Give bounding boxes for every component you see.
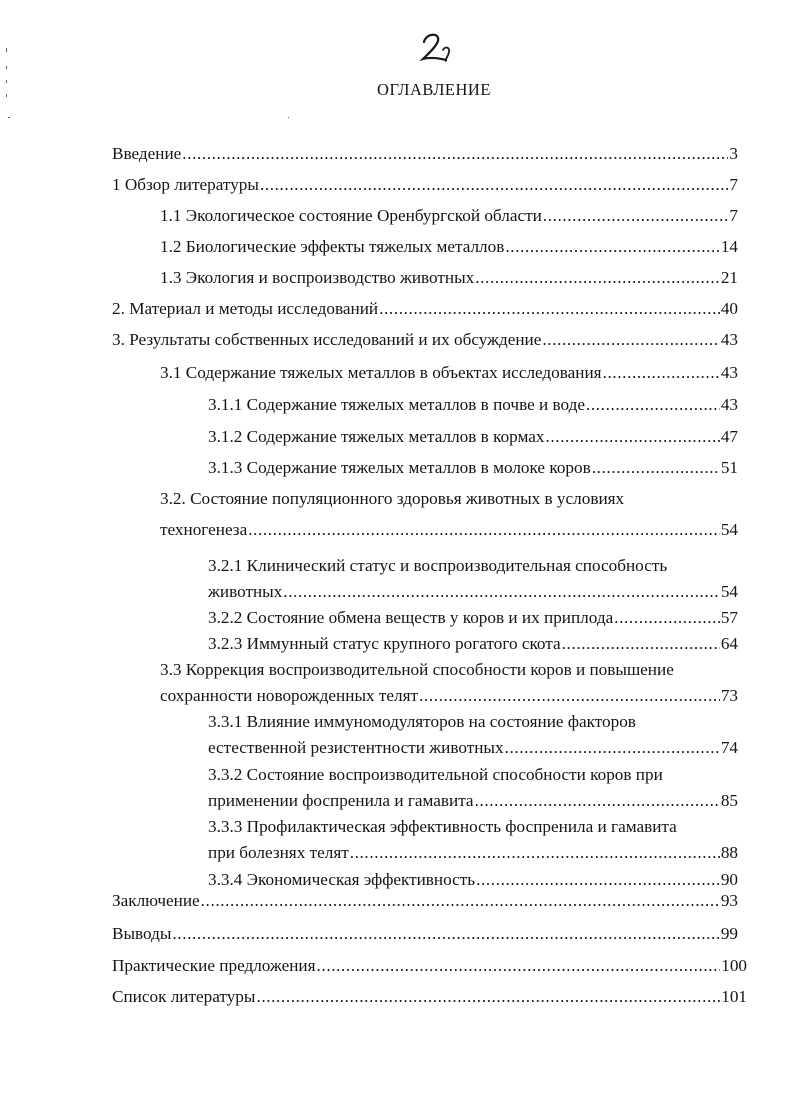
- toc-entry-text: Заключение: [112, 891, 200, 910]
- toc-entry: [112, 986, 747, 1008]
- toc-leader-dots: [283, 581, 720, 603]
- toc-entry-text: 3.2.2 Состояние обмена веществ у коров и их приплода: [208, 608, 614, 627]
- toc-leader-dots: [350, 842, 720, 864]
- toc-entry-text: 3.3.3 Профилактическая эффективность фоспренила и гамавита: [208, 817, 677, 836]
- toc-leader-dots: [562, 633, 720, 655]
- toc-entry-text: 3.3.2 Состояние воспроизводительной способности коров при: [208, 765, 663, 784]
- toc-leader-dots: [475, 790, 720, 812]
- toc-entry-page: 85: [720, 791, 738, 810]
- toc-entry-text: 2. Материал и методы исследований: [112, 299, 379, 318]
- toc-entry-text: применении фоспренила и гамавита: [208, 791, 474, 810]
- toc-entry-text: 3.2.1 Клинический статус и воспроизводительная способность: [208, 556, 668, 575]
- toc-entry: [208, 457, 738, 479]
- toc-entry: [112, 955, 747, 977]
- toc-leader-dots: [248, 519, 720, 541]
- toc-entry: [160, 236, 738, 258]
- toc-entry-text: 1.1 Экологическое состояние Оренбургской области: [160, 206, 542, 225]
- toc-leader-dots: [172, 923, 719, 945]
- toc-entry: [208, 633, 738, 655]
- toc-entry: [208, 394, 738, 416]
- toc-entry-page: 90: [720, 870, 738, 889]
- toc-entry-text: Практические предложения: [112, 956, 316, 975]
- toc-entry-page: 47: [720, 427, 738, 446]
- toc-entry-text: 3.3.1 Влияние иммуномодуляторов на состояние факторов: [208, 712, 636, 731]
- toc-entry-text: 3.1.2 Содержание тяжелых металлов в кормах: [208, 427, 545, 446]
- toc-entry: [112, 174, 738, 196]
- toc-leader-dots: [505, 236, 719, 258]
- toc-entry: [208, 607, 738, 629]
- toc-entry-page: 21: [720, 268, 738, 287]
- toc-entry-text: 1.2 Биологические эффекты тяжелых металлов: [160, 237, 505, 256]
- toc-entry-text: животных: [208, 582, 283, 601]
- toc-leader-dots: [182, 143, 728, 165]
- toc-entry-line1: [208, 555, 738, 577]
- toc-entry-text: Список литературы: [112, 987, 256, 1006]
- toc-entry-text: 3.1 Содержание тяжелых металлов в объектах исследования: [160, 363, 602, 382]
- toc-entry-text: сохранности новорожденных телят: [160, 686, 419, 705]
- toc-leader-dots: [543, 205, 729, 227]
- toc-entry-line1: [208, 816, 738, 838]
- toc-leader-dots: [614, 607, 720, 629]
- toc-entry: [208, 790, 738, 812]
- toc-entry: [208, 737, 738, 759]
- toc-entry-text: 3.1.1 Содержание тяжелых металлов в почве и воде: [208, 395, 585, 414]
- toc-entry-page: 7: [729, 175, 738, 194]
- toc-entry-page: 3: [729, 144, 738, 163]
- toc-leader-dots: [545, 426, 719, 448]
- toc-leader-dots: [256, 986, 720, 1008]
- toc-entry-page: 74: [720, 738, 738, 757]
- toc-entry-page: 100: [721, 956, 747, 975]
- toc-entry: [208, 581, 738, 603]
- toc-leader-dots: [476, 869, 720, 891]
- toc-entry-page: 7: [729, 206, 738, 225]
- toc-leader-dots: [201, 890, 720, 912]
- toc-entry-page: 93: [720, 891, 738, 910]
- toc-entry-page: 99: [720, 924, 738, 943]
- toc-leader-dots: [586, 394, 720, 416]
- toc-entry: [160, 267, 738, 289]
- toc-entry-page: 73: [720, 686, 738, 705]
- toc-leader-dots: [260, 174, 728, 196]
- toc-entry-text: 3.3 Коррекция воспроизводительной способности коров и повышение: [160, 660, 674, 679]
- toc-entry-line1: [160, 659, 738, 681]
- toc-entry-page: 64: [720, 634, 738, 653]
- toc-leader-dots: [419, 685, 720, 707]
- toc-entry-text: Выводы: [112, 924, 172, 943]
- toc-entry-text: 1.3 Экология и воспроизводство животных: [160, 268, 475, 287]
- toc-entry: [112, 143, 738, 165]
- toc-leader-dots: [542, 329, 719, 351]
- toc-entry: [112, 923, 738, 945]
- toc-entry-line1: [208, 711, 738, 733]
- toc-entry-text: техногенеза: [160, 520, 248, 539]
- toc-entry-line1: [208, 764, 738, 786]
- toc-entry: [112, 329, 738, 351]
- toc-entry-page: 43: [720, 363, 738, 382]
- toc-entry-text: Введение: [112, 144, 182, 163]
- toc-entry-page: 88: [720, 843, 738, 862]
- toc-leader-dots: [603, 362, 720, 384]
- toc-entry-page: 43: [720, 330, 738, 349]
- toc-entry: [160, 205, 738, 227]
- toc-entry-text: при болезнях телят: [208, 843, 349, 862]
- page-title: ОГЛАВЛЕНИЕ: [377, 80, 491, 99]
- toc-entry: [160, 362, 738, 384]
- toc-leader-dots: [475, 267, 720, 289]
- toc-entry-text: 3.2. Состояние популяционного здоровья животных в условиях: [160, 489, 625, 508]
- toc-entry-page: 14: [720, 237, 738, 256]
- toc-entry-line1: [160, 488, 738, 510]
- toc-leader-dots: [505, 737, 720, 759]
- toc-entry-text: 1 Обзор литературы: [112, 175, 259, 194]
- toc-entry-text: 3. Результаты собственных исследований и их обсуждение: [112, 330, 542, 349]
- toc-entry-page: 51: [720, 458, 738, 477]
- toc-entry: [160, 519, 738, 541]
- toc-entry-page: 40: [720, 299, 738, 318]
- toc-entry-page: 43: [720, 395, 738, 414]
- toc-entry: [112, 890, 738, 912]
- toc-entry-text: 3.3.4 Экономическая эффективность: [208, 870, 476, 889]
- toc-entry: [160, 685, 738, 707]
- toc-leader-dots: [317, 955, 721, 977]
- toc-entry-page: 101: [721, 987, 747, 1006]
- toc-entry: [112, 298, 738, 320]
- toc-entry: [208, 426, 738, 448]
- toc-entry-page: 54: [720, 582, 738, 601]
- toc-leader-dots: [592, 457, 720, 479]
- toc-entry-text: 3.2.3 Иммунный статус крупного рогатого скота: [208, 634, 561, 653]
- toc-entry-text: естественной резистентности животных: [208, 738, 504, 757]
- toc-leader-dots: [379, 298, 720, 320]
- toc-entry: [208, 869, 738, 891]
- toc-entry-page: 54: [720, 520, 738, 539]
- toc-entry-page: 57: [720, 608, 738, 627]
- toc-entry-text: 3.1.3 Содержание тяжелых металлов в молоке коров: [208, 458, 591, 477]
- toc-entry: [208, 842, 738, 864]
